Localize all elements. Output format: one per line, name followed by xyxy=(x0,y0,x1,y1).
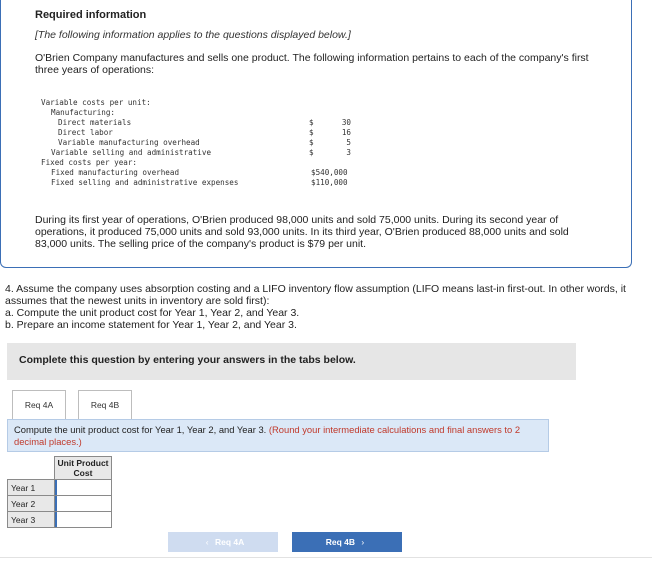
instruction-box xyxy=(7,419,549,452)
cost-row xyxy=(41,178,351,188)
tab-req-4b[interactable]: Req 4B xyxy=(78,390,132,420)
cost-row xyxy=(41,158,351,168)
year-2-cost-input[interactable] xyxy=(55,496,111,511)
row-label: Year 1 xyxy=(8,480,55,496)
unit-product-cost-table xyxy=(7,456,112,528)
cost-row xyxy=(41,108,351,118)
cost-amount: $110,000 xyxy=(311,178,348,187)
info-note: [The following information applies to the questions displayed below.] xyxy=(35,29,351,41)
question-text xyxy=(5,283,645,331)
year-3-cost-input[interactable] xyxy=(55,512,111,527)
year-1-cost-input[interactable] xyxy=(55,480,111,495)
question-line: a. Compute the unit product cost for Year 1, Year 2, and Year 3. xyxy=(5,307,300,319)
cost-row xyxy=(41,118,351,128)
table-corner xyxy=(8,457,55,480)
production-sales-text: During its first year of operations, O'Brien produced 98,000 units and sold 75,000 units. During its second year of operations, it produced 75,000 units and sold 93,000 units. In its third year, O'Brien produced 88,000 units and sold 83,000 units. The selling price of the company's product is $79 per unit. xyxy=(35,214,569,250)
instruction-main: Compute the unit product cost for Year 1, Year 2, and Year 3. xyxy=(14,424,267,435)
prev-button-label: Req 4A xyxy=(214,537,245,547)
cost-amount: 16 xyxy=(341,128,351,137)
required-information-heading: Required information xyxy=(35,9,147,21)
year-2-cost-cell xyxy=(55,496,112,512)
table-row xyxy=(8,480,112,496)
banner-text: Complete this question by entering your answers in the tabs below. xyxy=(19,354,356,366)
cost-dollar-sign: $ xyxy=(309,118,314,127)
cost-label: Fixed selling and administrative expenses xyxy=(51,178,239,187)
cost-label: Fixed costs per year: xyxy=(41,158,138,167)
question-line: b. Prepare an income statement for Year 1, Year 2, and Year 3. xyxy=(5,319,297,331)
row-label: Year 3 xyxy=(8,512,55,528)
cost-data-table xyxy=(41,98,351,188)
cost-label: Manufacturing: xyxy=(51,108,116,117)
cost-row xyxy=(41,98,351,108)
cost-amount: $540,000 xyxy=(311,168,348,177)
prev-req-4a-button[interactable] xyxy=(168,532,278,552)
row-label: Year 2 xyxy=(8,496,55,512)
cost-amount: 3 xyxy=(346,148,351,157)
cost-row xyxy=(41,148,351,158)
instruction-hint: (Round your intermediate calculations and final answers to 2 decimal places.) xyxy=(14,424,521,447)
table-row xyxy=(8,512,112,528)
column-header-unit-product-cost: Unit Product Cost xyxy=(55,457,112,480)
cost-label: Variable selling and administrative xyxy=(51,148,212,157)
cost-label: Fixed manufacturing overhead xyxy=(51,168,180,177)
year-3-cost-cell xyxy=(55,512,112,528)
cost-dollar-sign: $ xyxy=(309,128,314,137)
complete-question-banner xyxy=(7,343,576,380)
cost-label: Direct labor xyxy=(58,128,113,137)
next-button-label: Req 4B xyxy=(325,537,356,547)
chevron-right-icon: › xyxy=(361,537,365,547)
cost-row xyxy=(41,128,351,138)
chevron-left-icon: ‹ xyxy=(205,537,209,547)
question-line: 4. Assume the company uses absorption costing and a LIFO inventory flow assumption (LIFO means last-in first-out. In other words, it assumes that the newest units in inventory are sold first): xyxy=(5,283,626,307)
instruction-text xyxy=(14,424,544,448)
cost-row xyxy=(41,138,351,148)
year-1-cost-cell xyxy=(55,480,112,496)
cost-label: Variable manufacturing overhead xyxy=(58,138,200,147)
cost-amount: 5 xyxy=(346,138,351,147)
cost-row xyxy=(41,168,351,178)
cost-amount: 30 xyxy=(341,118,351,127)
tab-req-4a[interactable]: Req 4A xyxy=(12,390,66,420)
cost-label: Direct materials xyxy=(58,118,132,127)
next-req-4b-button[interactable] xyxy=(292,532,402,552)
company-intro-text: O'Brien Company manufactures and sells one product. The following information pertains to each of the company's first three years of operations: xyxy=(35,52,589,76)
cost-label: Variable costs per unit: xyxy=(41,98,151,107)
cost-dollar-sign: $ xyxy=(309,138,314,147)
table-row xyxy=(8,496,112,512)
required-information-panel xyxy=(0,0,632,268)
footer-divider xyxy=(0,557,652,558)
cost-dollar-sign: $ xyxy=(309,148,314,157)
